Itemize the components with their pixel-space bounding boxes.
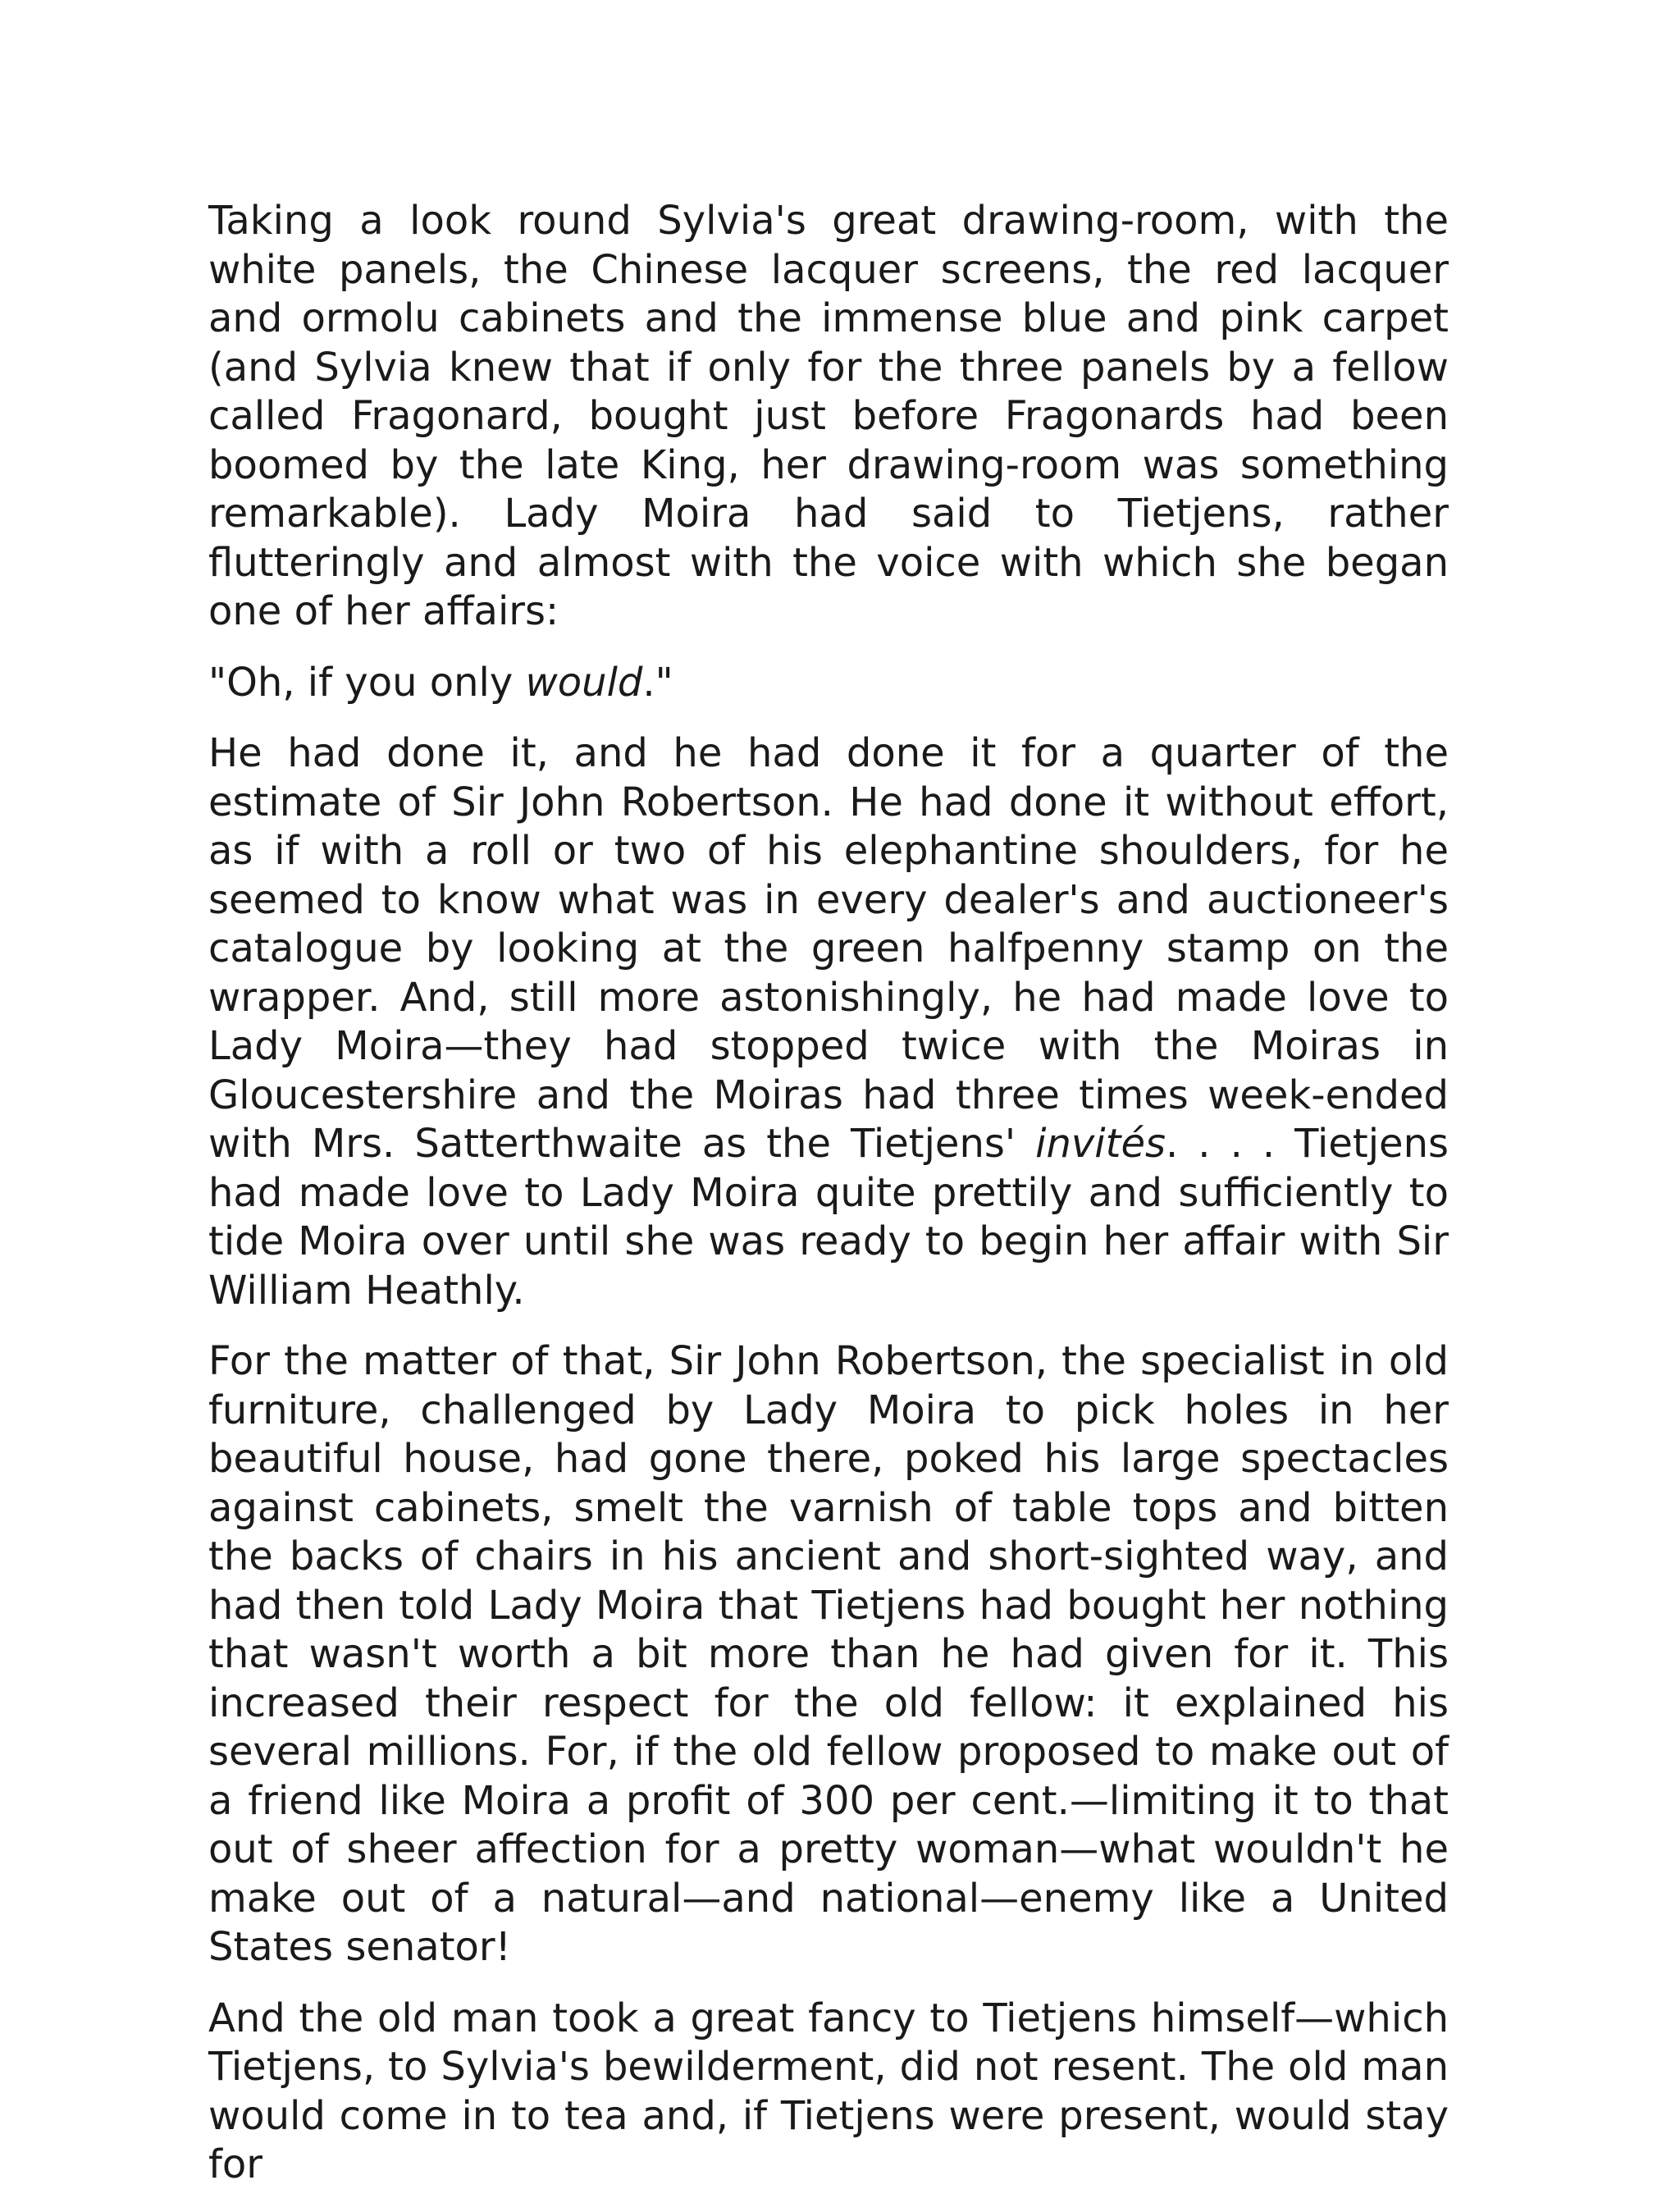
paragraph-3-after: . . . . Tietjens had made love to Lady Moira quite prettily and sufficiently to tide Moira over until she was ready to begin her affair with Sir William Heathly. — [208, 1121, 1449, 1314]
paragraph-3-before: He had done it, and he had done it for a quarter of the estimate of Sir John Robertson. He had done it without effort, as if with a roll or two of his elephantine shoulders, for he seemed to know what was in every dealer's and auctioneer's catalogue by looking at the green halfpenny stamp on the wrapper. And, still more astonishingly, he had made love to Lady Moira—they had stopped twice with the Moiras in Gloucestershire and the Moiras had three times week-ended with Mrs. Satterthwaite as the Tietjens' — [208, 730, 1449, 1167]
paragraph-2 — [208, 659, 1449, 708]
paragraph-3 — [208, 729, 1449, 1315]
paragraph-3-emphasis: invités — [1035, 1121, 1166, 1167]
paragraph-2-emphasis: would — [525, 659, 643, 706]
paragraph-5: And the old man took a great fancy to Tietjens himself—which Tietjens, to Sylvia's bewilderment, did not resent. The old man would come in to tea and, if Tietjens were present, would stay for — [208, 1995, 1449, 2187]
paragraph-4: For the matter of that, Sir John Robertson, the specialist in old furniture, challenged by Lady Moira to pick holes in her beautiful house, had gone there, poked his large spectacles against cabinets, smelt the varnish of table tops and bitten the backs of chairs in his ancient and short-sighted way, and had then told Lady Moira that Tietjens had bought her nothing that wasn't worth a bit more than he had given for it. This increased their respect for the old fellow: it explained his several millions. For, if the old fellow proposed to make out of a friend like Moira a profit of 300 per cent.—limiting it to that out of sheer affection for a pretty woman—what wouldn't he make out of a natural—and national—enemy like a United States senator! — [208, 1338, 1449, 1970]
body-text — [208, 197, 1449, 2212]
paragraph-2-after: ." — [642, 659, 673, 706]
paragraph-1: Taking a look round Sylvia's great drawing-room, with the white panels, the Chinese lacquer screens, the red lacquer and ormolu cabinets and the immense blue and pink carpet (and Sylvia knew that if only for the three panels by a fellow called Fragonard, bought just before Fragonards had been boomed by the late King, her drawing-room was something remarkable). Lady Moira had said to Tietjens, rather flutteringly and almost with the voice with which she began one of her affairs: — [208, 198, 1449, 634]
paragraph-2-before: "Oh, if you only — [208, 659, 526, 706]
